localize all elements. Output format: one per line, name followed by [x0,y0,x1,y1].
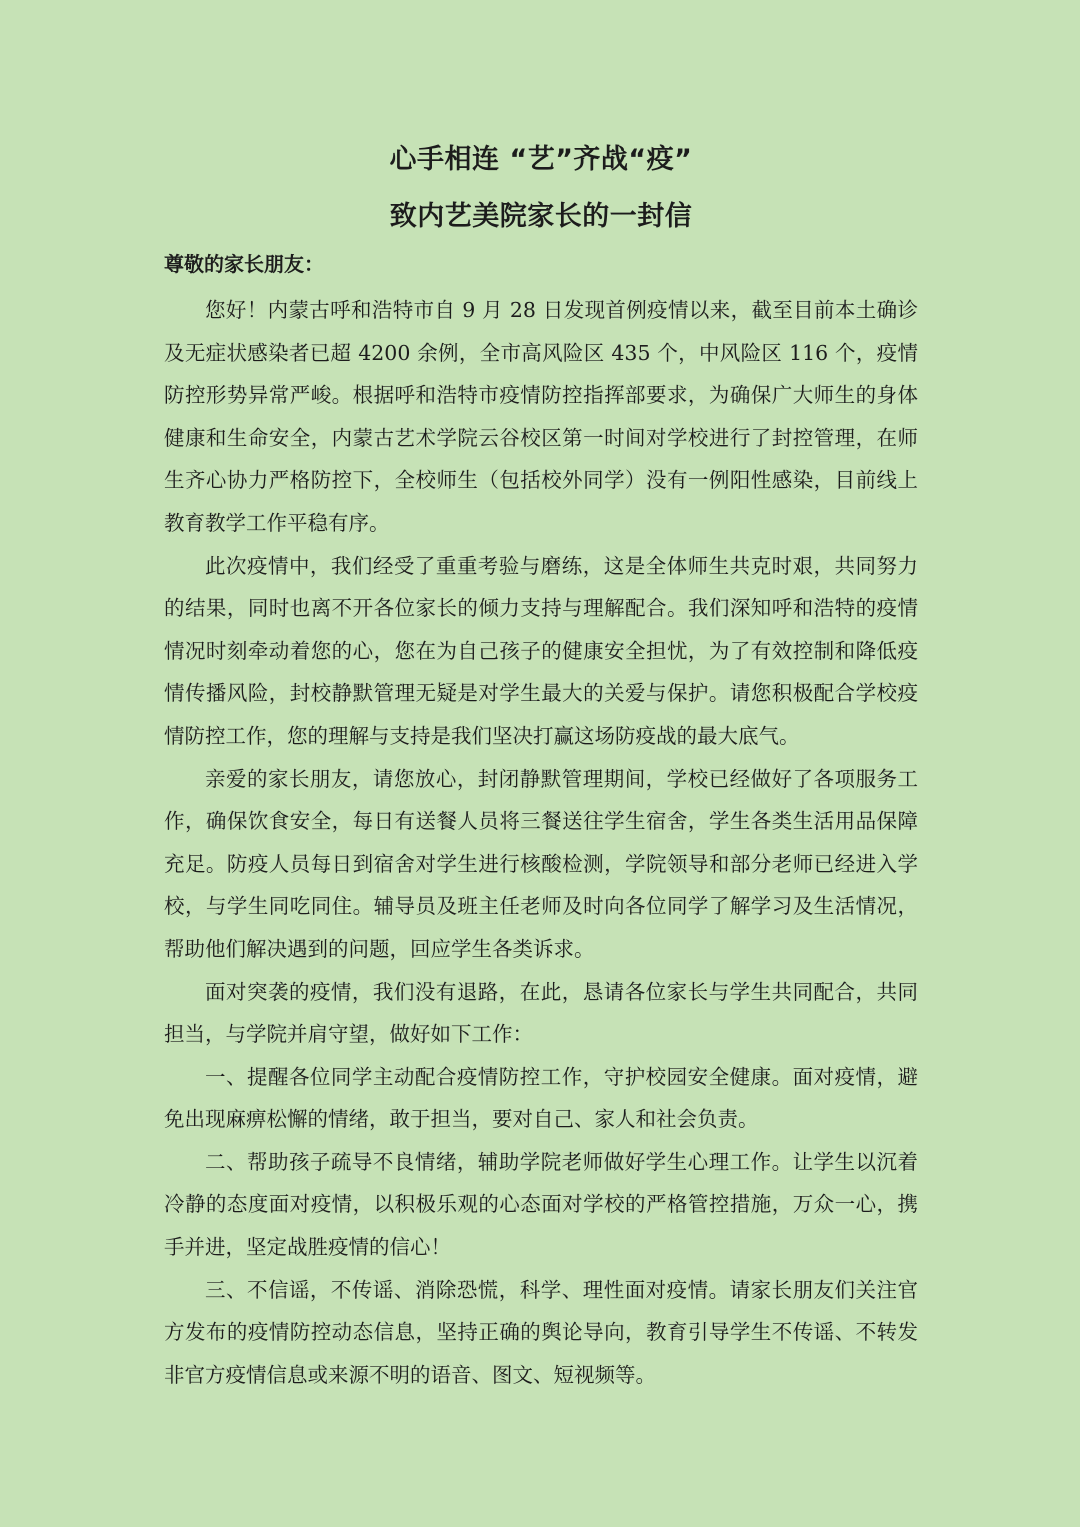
letter-page [164,138,918,1396]
letter-subtitle: 致内艺美院家长的一封信 [389,201,693,232]
paragraph-request: 面对突袭的疫情，我们没有退路，在此，恳请各位家长与学生共同配合，共同担当，与学院并肩守望，做好如下工作： [164,979,918,1047]
paragraph-intro: 您好！内蒙古呼和浩特市自 9 月 28 日发现首例疫情以来，截至目前本土确诊及无症状感染者已超 4200 余例，全市高风险区 435 个，中风险区 116 个，疫情防控形势异常严峻。根据呼和浩特市疫情防控指挥部要求，为确保广大师生的身体健康和生命安全，内蒙古艺术学院云谷校区第一时间对学校进行了封控管理，在师生齐心协力严格防控下，全校师生（包括校外同学）没有一例阳性感染，目前线上教育教学工作平稳有序。 [164,298,918,535]
paragraph-item-3: 三、不信谣，不传谣、消除恐慌，科学、理性面对疫情。请家长朋友们关注官方发布的疫情防控动态信息，坚持正确的舆论导向，教育引导学生不传谣、不转发非官方疫情信息或来源不明的语音、图文、短视频等。 [164,1277,918,1387]
paragraph-item-2: 二、帮助孩子疏导不良情绪，辅助学院老师做好学生心理工作。让学生以沉着冷静的态度面对疫情，以积极乐观的心态面对学校的严格管控措施，万众一心，携手并进，坚定战胜疫情的信心！ [164,1149,918,1260]
salutation: 尊敬的家长朋友： [164,252,324,276]
letter-title: 心手相连 “艺”齐战“疫” [389,144,693,175]
paragraph-item-1: 一、提醒各位同学主动配合疫情防控工作，守护校园安全健康。面对疫情，避免出现麻痹松懈的情绪，敢于担当，要对自己、家人和社会负责。 [164,1064,918,1132]
paragraph-services: 亲爱的家长朋友，请您放心，封闭静默管理期间，学校已经做好了各项服务工作，确保饮食安全，每日有送餐人员将三餐送往学生宿舍，学生各类生活用品保障充足。防疫人员每日到宿舍对学生进行核酸检测，学院领导和部分老师已经进入学校，与学生同吃同住。辅导员及班主任老师及时向各位同学了解学习及生活情况，帮助他们解决遇到的问题，回应学生各类诉求。 [164,766,918,961]
paragraph-thanks: 此次疫情中，我们经受了重重考验与磨练，这是全体师生共克时艰，共同努力的结果，同时也离不开各位家长的倾力支持与理解配合。我们深知呼和浩特的疫情情况时刻牵动着您的心，您在为自己孩子的健康安全担忧，为了有效控制和降低疫情传播风险，封校静默管理无疑是对学生最大的关爱与保护。请您积极配合学校疫情防控工作，您的理解与支持是我们坚决打赢这场防疫战的最大底气。 [164,553,918,748]
